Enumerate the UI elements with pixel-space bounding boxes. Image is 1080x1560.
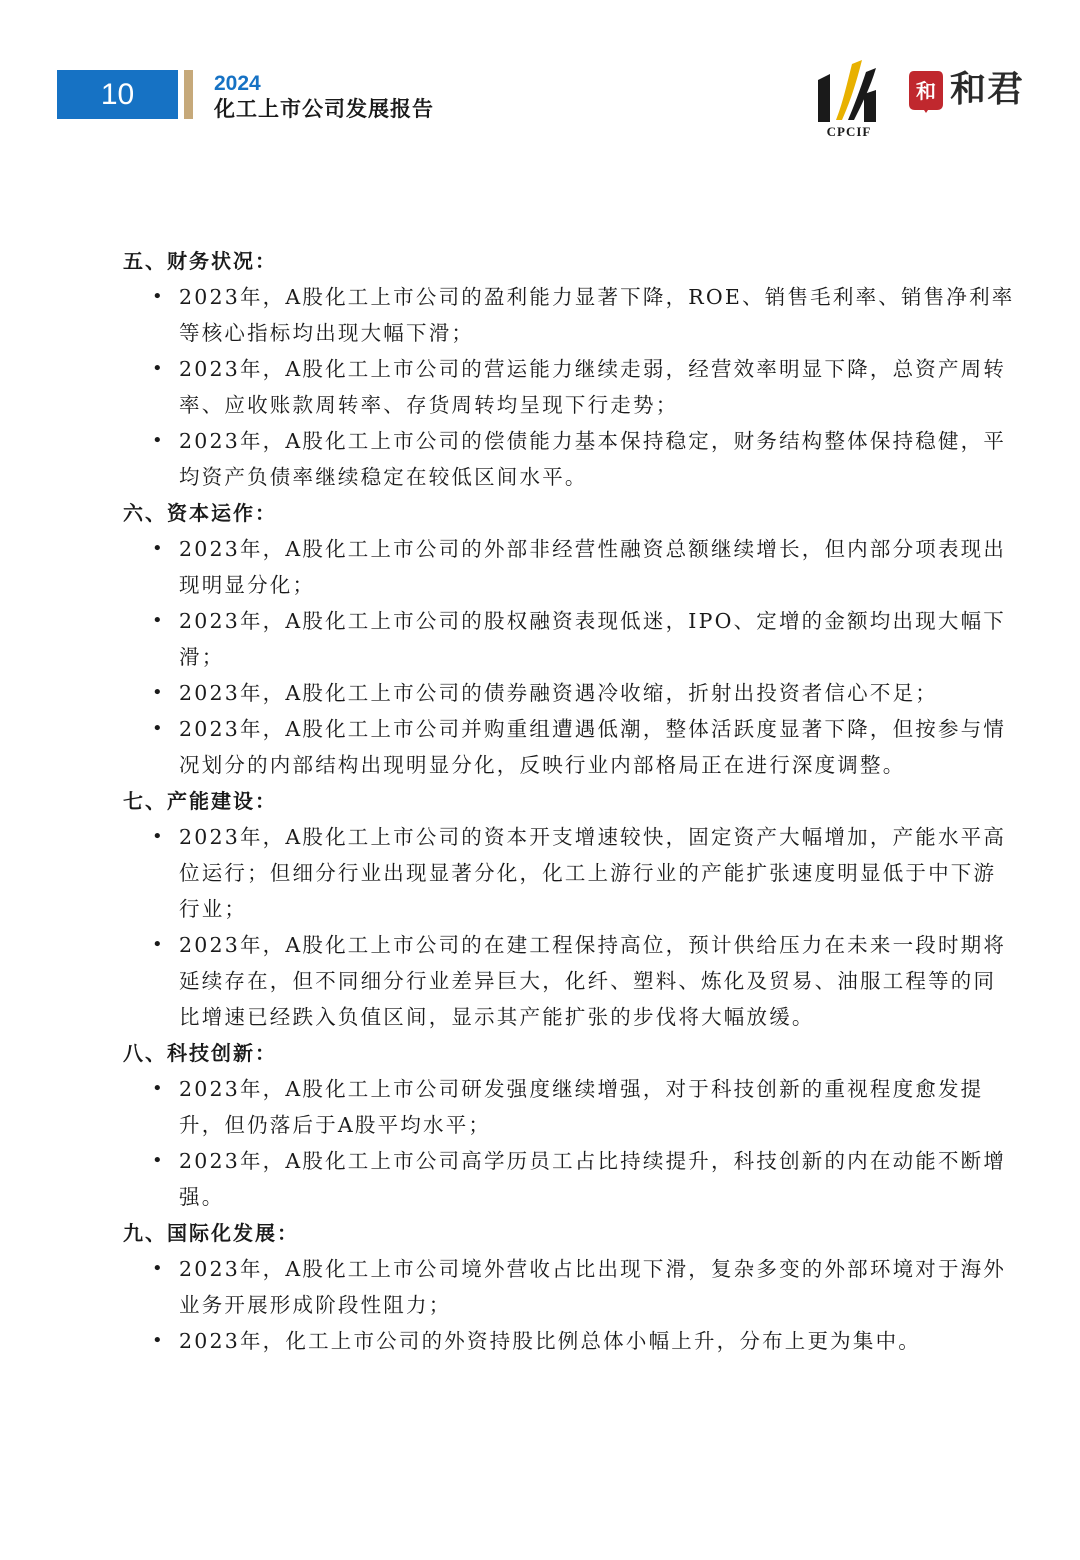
list-item: • 2023年，A股化工上市公司并购重组遭遇低潮，整体活跃度显著下降，但按参与情况划分的内部结构出现明显分化，反映行业内部格局正在进行深度调整。	[123, 711, 1015, 783]
bullet-icon: •	[152, 682, 163, 703]
list-item: • 2023年，A股化工上市公司的资本开支增速较快，固定资产大幅增加，产能水平高位运行；但细分行业出现显著分化，化工上游行业的产能扩张速度明显低于中下游行业；	[123, 819, 1015, 927]
report-year: 2024	[214, 72, 261, 95]
section-capital-operations	[123, 495, 1023, 783]
hejun-seal-icon	[906, 68, 946, 114]
bullet-list	[123, 1251, 1023, 1359]
bullet-icon: •	[152, 826, 163, 847]
section-finance	[123, 243, 1023, 495]
report-body	[123, 243, 1023, 1359]
list-item: • 2023年，A股化工上市公司的股权融资表现低迷，IPO、定增的金额均出现大幅下滑；	[123, 603, 1015, 675]
list-item: • 2023年，A股化工上市公司的外部非经营性融资总额继续增长，但内部分项表现出现明显分化；	[123, 531, 1015, 603]
section-heading: 七、产能建设：	[123, 789, 277, 813]
header-divider-bar	[184, 70, 193, 119]
bullet-icon: •	[152, 358, 163, 379]
list-item: • 2023年，A股化工上市公司研发强度继续增强，对于科技创新的重视程度愈发提升，但仍落后于A股平均水平；	[123, 1071, 1015, 1143]
list-item: • 2023年，化工上市公司的外资持股比例总体小幅上升，分布上更为集中。	[123, 1323, 1015, 1359]
bullet-icon: •	[152, 610, 163, 631]
list-item: • 2023年，A股化工上市公司的营运能力继续走弱，经营效率明显下降，总资产周转率、应收账款周转率、存货周转均呈现下行走势；	[123, 351, 1015, 423]
page-number: 10	[57, 70, 178, 119]
bullet-list	[123, 279, 1023, 495]
bullet-icon: •	[152, 1258, 163, 1279]
section-heading: 八、科技创新：	[123, 1041, 277, 1065]
list-item: • 2023年，A股化工上市公司的偿债能力基本保持稳定，财务结构整体保持稳健，平均资产负债率继续稳定在较低区间水平。	[123, 423, 1015, 495]
bullet-icon: •	[152, 430, 163, 451]
bullet-icon: •	[152, 934, 163, 955]
bullet-list	[123, 819, 1023, 1035]
list-item: • 2023年，A股化工上市公司境外营收占比出现下滑，复杂多变的外部环境对于海外业务开展形成阶段性阻力；	[123, 1251, 1015, 1323]
section-heading: 六、资本运作：	[123, 501, 277, 525]
svg-text:和: 和	[916, 79, 936, 103]
bullet-icon: •	[152, 286, 163, 307]
cpcif-logo-text: CPCIF	[826, 124, 872, 139]
list-item: • 2023年，A股化工上市公司的盈利能力显著下降，ROE、销售毛利率、销售净利率等核心指标均出现大幅下滑；	[123, 279, 1015, 351]
bullet-icon: •	[152, 1078, 163, 1099]
list-item: • 2023年，A股化工上市公司高学历员工占比持续提升，科技创新的内在动能不断增强。	[123, 1143, 1015, 1215]
bullet-icon: •	[152, 1150, 163, 1171]
list-item: • 2023年，A股化工上市公司的债券融资遇冷收缩，折射出投资者信心不足；	[123, 675, 1015, 711]
section-tech-innovation	[123, 1035, 1023, 1215]
report-title: 化工上市公司发展报告	[214, 97, 434, 121]
bullet-icon: •	[152, 1330, 163, 1351]
bullet-icon: •	[152, 718, 163, 739]
section-heading: 九、国际化发展：	[123, 1221, 299, 1245]
hejun-logo-text: 和君	[950, 69, 1025, 110]
section-capacity-building	[123, 783, 1023, 1035]
list-item: • 2023年，A股化工上市公司的在建工程保持高位，预计供给压力在未来一段时期将延续存在，但不同细分行业差异巨大，化纤、塑料、炼化及贸易、油服工程等的同比增速已经跌入负值区间，显示其产能扩张的步伐将大幅放缓。	[123, 927, 1015, 1035]
bullet-icon: •	[152, 538, 163, 559]
section-internationalization	[123, 1215, 1023, 1359]
section-heading: 五、财务状况：	[123, 249, 277, 273]
bullet-list	[123, 531, 1023, 783]
bullet-list	[123, 1071, 1023, 1215]
